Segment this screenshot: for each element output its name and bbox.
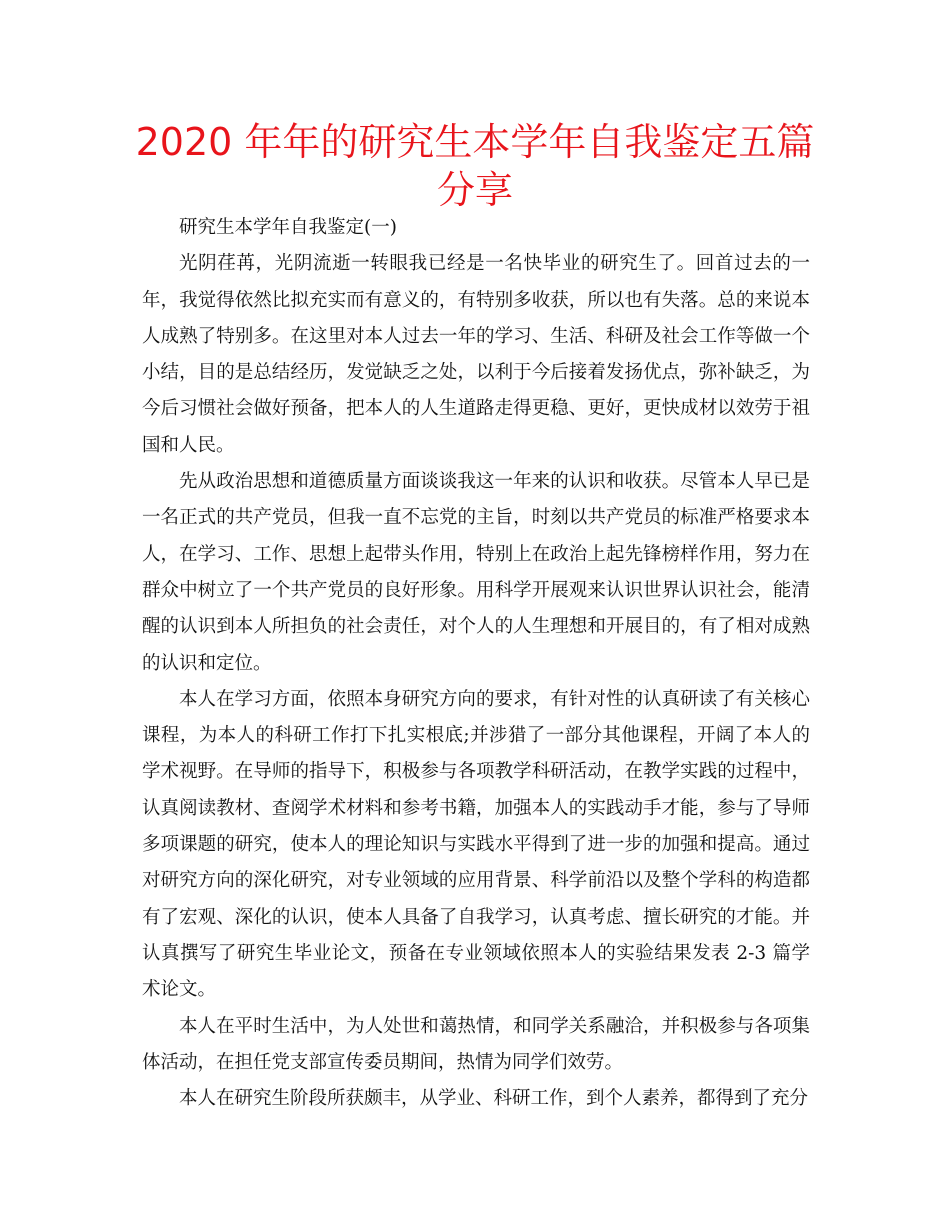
paragraph: 本人在平时生活中，为人处世和蔼热情，和同学关系融洽，并积极参与各项集体活动，在担任党支部宣传委员期间，热情为同学们效劳。 (142, 1015, 810, 1073)
document-body (142, 210, 810, 1117)
paragraph: 光阴荏苒，光阴流逝一转眼我已经是一名快毕业的研究生了。回首过去的一年，我觉得依然比拟充实而有意义的，有特别多收获，所以也有失落。总的来说本人成熟了特别多。在这里对本人过去一年的学习、生活、科研及社会工作等做一个小结，目的是总结经历，发觉缺乏之处，以利于今后接着发扬优点，弥补缺乏，为今后习惯社会做好预备，把本人的人生道路走得更稳、更好，更快成材以效劳于祖国和人民。 (142, 253, 810, 456)
paragraph: 本人在学习方面，依照本身研究方向的要求，有针对性的认真研读了有关核心课程，为本人的科研工作打下扎实根底;并涉猎了一部分其他课程，开阔了本人的学术视野。在导师的指导下，积极参与各项教学科研活动，在教学实践的过程中，认真阅读教材、查阅学术材料和参考书籍，加强本人的实践动手才能，参与了导师多项课题的研究，使本人的理论知识与实践水平得到了进一步的加强和提高。通过对研究方向的深化研究，对专业领域的应用背景、科学前沿以及整个学科的构造都有了宏观、深化的认识，使本人具备了自我学习，认真考虑、擅长研究的才能。并认真撰写了研究生毕业论文，预备在专业领域依照本人的实验结果发表 2-3 篇学术论文。 (142, 688, 810, 1001)
paragraph: 本人在研究生阶段所获颇丰，从学业、科研工作，到个人素养，都得到了充分 (179, 1088, 809, 1110)
paragraph: 先从政治思想和道德质量方面谈谈我这一年来的认识和收获。尽管本人早已是一名正式的共产党员，但我一直不忘党的主旨，时刻以共产党员的标准严格要求本人，在学习、工作、思想上起带头作用，特别上在政治上起先锋榜样作用，努力在群众中树立了一个共产党员的良好形象。用科学开展观来认识世界认识社会，能清醒的认识到本人所担负的社会责任，对个人的人生理想和开展目的，有了相对成熟的认识和定位。 (142, 471, 810, 674)
document-title: 2020 年年的研究生本学年自我鉴定五篇分享 (135, 120, 815, 212)
section-heading: 研究生本学年自我鉴定(一) (179, 217, 397, 238)
